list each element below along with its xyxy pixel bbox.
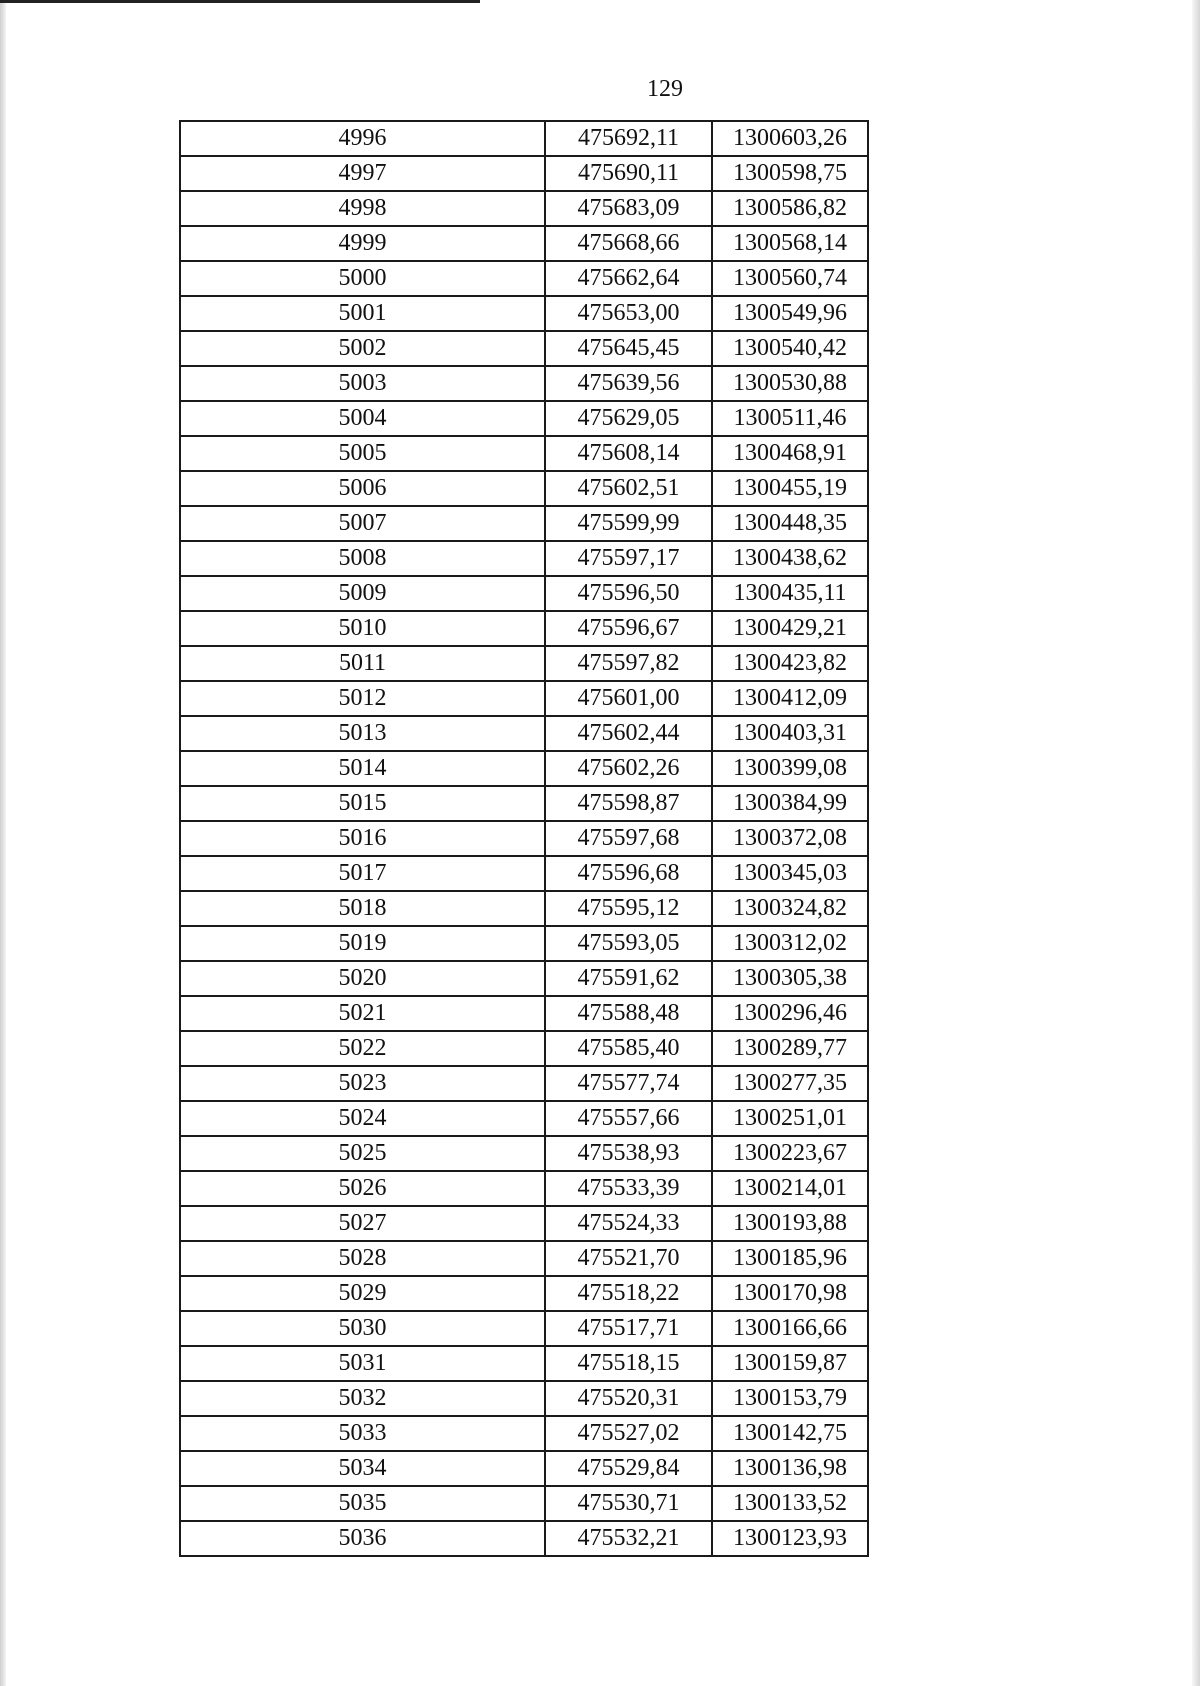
- x-coordinate-cell: 475524,33: [545, 1206, 712, 1241]
- table-row: [180, 401, 868, 436]
- table-row: [180, 1171, 868, 1206]
- table-row: [180, 1206, 868, 1241]
- point-number-cell: 5020: [180, 961, 545, 996]
- table-row: [180, 1066, 868, 1101]
- point-number-cell: 5008: [180, 541, 545, 576]
- point-number-cell: 5036: [180, 1521, 545, 1556]
- point-number-cell: 5032: [180, 1381, 545, 1416]
- table-row: [180, 226, 868, 261]
- x-coordinate-cell: 475588,48: [545, 996, 712, 1031]
- x-coordinate-cell: 475596,67: [545, 611, 712, 646]
- y-coordinate-cell: 1300586,82: [712, 191, 868, 226]
- x-coordinate-cell: 475596,68: [545, 856, 712, 891]
- x-coordinate-cell: 475692,11: [545, 121, 712, 156]
- table-row: [180, 541, 868, 576]
- point-number-cell: 5023: [180, 1066, 545, 1101]
- table-row: [180, 1381, 868, 1416]
- x-coordinate-cell: 475662,64: [545, 261, 712, 296]
- point-number-cell: 5016: [180, 821, 545, 856]
- table-row: [180, 366, 868, 401]
- coordinates-table-body: [180, 121, 868, 1556]
- table-row: [180, 681, 868, 716]
- x-coordinate-cell: 475639,56: [545, 366, 712, 401]
- point-number-cell: 5022: [180, 1031, 545, 1066]
- x-coordinate-cell: 475532,21: [545, 1521, 712, 1556]
- y-coordinate-cell: 1300438,62: [712, 541, 868, 576]
- y-coordinate-cell: 1300305,38: [712, 961, 868, 996]
- point-number-cell: 5026: [180, 1171, 545, 1206]
- table-row: [180, 1031, 868, 1066]
- y-coordinate-cell: 1300468,91: [712, 436, 868, 471]
- x-coordinate-cell: 475557,66: [545, 1101, 712, 1136]
- table-row: [180, 1241, 868, 1276]
- y-coordinate-cell: 1300170,98: [712, 1276, 868, 1311]
- x-coordinate-cell: 475645,45: [545, 331, 712, 366]
- y-coordinate-cell: 1300185,96: [712, 1241, 868, 1276]
- x-coordinate-cell: 475585,40: [545, 1031, 712, 1066]
- x-coordinate-cell: 475602,26: [545, 751, 712, 786]
- y-coordinate-cell: 1300142,75: [712, 1416, 868, 1451]
- x-coordinate-cell: 475601,00: [545, 681, 712, 716]
- y-coordinate-cell: 1300511,46: [712, 401, 868, 436]
- y-coordinate-cell: 1300153,79: [712, 1381, 868, 1416]
- point-number-cell: 5021: [180, 996, 545, 1031]
- y-coordinate-cell: 1300603,26: [712, 121, 868, 156]
- y-coordinate-cell: 1300296,46: [712, 996, 868, 1031]
- y-coordinate-cell: 1300372,08: [712, 821, 868, 856]
- y-coordinate-cell: 1300455,19: [712, 471, 868, 506]
- top-rule: [0, 0, 480, 3]
- y-coordinate-cell: 1300251,01: [712, 1101, 868, 1136]
- coordinates-table: [179, 120, 869, 1557]
- x-coordinate-cell: 475518,15: [545, 1346, 712, 1381]
- table-row: [180, 856, 868, 891]
- y-coordinate-cell: 1300166,66: [712, 1311, 868, 1346]
- point-number-cell: 5006: [180, 471, 545, 506]
- point-number-cell: 5035: [180, 1486, 545, 1521]
- point-number-cell: 5014: [180, 751, 545, 786]
- x-coordinate-cell: 475668,66: [545, 226, 712, 261]
- y-coordinate-cell: 1300435,11: [712, 576, 868, 611]
- point-number-cell: 5009: [180, 576, 545, 611]
- y-coordinate-cell: 1300423,82: [712, 646, 868, 681]
- table-row: [180, 331, 868, 366]
- table-row: [180, 1416, 868, 1451]
- point-number-cell: 5012: [180, 681, 545, 716]
- table-row: [180, 716, 868, 751]
- x-coordinate-cell: 475530,71: [545, 1486, 712, 1521]
- point-number-cell: 5011: [180, 646, 545, 681]
- y-coordinate-cell: 1300345,03: [712, 856, 868, 891]
- y-coordinate-cell: 1300324,82: [712, 891, 868, 926]
- table-row: [180, 996, 868, 1031]
- y-coordinate-cell: 1300540,42: [712, 331, 868, 366]
- y-coordinate-cell: 1300412,09: [712, 681, 868, 716]
- x-coordinate-cell: 475629,05: [545, 401, 712, 436]
- y-coordinate-cell: 1300399,08: [712, 751, 868, 786]
- table-row: [180, 506, 868, 541]
- y-coordinate-cell: 1300384,99: [712, 786, 868, 821]
- y-coordinate-cell: 1300289,77: [712, 1031, 868, 1066]
- x-coordinate-cell: 475653,00: [545, 296, 712, 331]
- y-coordinate-cell: 1300429,21: [712, 611, 868, 646]
- point-number-cell: 4997: [180, 156, 545, 191]
- scan-right-edge: [1192, 0, 1200, 1686]
- y-coordinate-cell: 1300223,67: [712, 1136, 868, 1171]
- point-number-cell: 5033: [180, 1416, 545, 1451]
- x-coordinate-cell: 475517,71: [545, 1311, 712, 1346]
- page-number: 129: [647, 76, 683, 102]
- point-number-cell: 5029: [180, 1276, 545, 1311]
- y-coordinate-cell: 1300193,88: [712, 1206, 868, 1241]
- table-row: [180, 1101, 868, 1136]
- y-coordinate-cell: 1300549,96: [712, 296, 868, 331]
- table-row: [180, 1486, 868, 1521]
- y-coordinate-cell: 1300133,52: [712, 1486, 868, 1521]
- table-row: [180, 296, 868, 331]
- table-row: [180, 751, 868, 786]
- table-row: [180, 821, 868, 856]
- point-number-cell: 5018: [180, 891, 545, 926]
- table-row: [180, 1136, 868, 1171]
- point-number-cell: 5003: [180, 366, 545, 401]
- point-number-cell: 5005: [180, 436, 545, 471]
- table-row: [180, 646, 868, 681]
- point-number-cell: 5001: [180, 296, 545, 331]
- point-number-cell: 5024: [180, 1101, 545, 1136]
- point-number-cell: 5028: [180, 1241, 545, 1276]
- table-row: [180, 471, 868, 506]
- x-coordinate-cell: 475520,31: [545, 1381, 712, 1416]
- x-coordinate-cell: 475577,74: [545, 1066, 712, 1101]
- y-coordinate-cell: 1300530,88: [712, 366, 868, 401]
- point-number-cell: 5007: [180, 506, 545, 541]
- x-coordinate-cell: 475602,51: [545, 471, 712, 506]
- point-number-cell: 5019: [180, 926, 545, 961]
- table-row: [180, 191, 868, 226]
- x-coordinate-cell: 475599,99: [545, 506, 712, 541]
- x-coordinate-cell: 475533,39: [545, 1171, 712, 1206]
- point-number-cell: 5002: [180, 331, 545, 366]
- y-coordinate-cell: 1300403,31: [712, 716, 868, 751]
- table-row: [180, 121, 868, 156]
- y-coordinate-cell: 1300448,35: [712, 506, 868, 541]
- y-coordinate-cell: 1300123,93: [712, 1521, 868, 1556]
- table-row: [180, 1451, 868, 1486]
- x-coordinate-cell: 475602,44: [545, 716, 712, 751]
- table-row: [180, 576, 868, 611]
- y-coordinate-cell: 1300277,35: [712, 1066, 868, 1101]
- point-number-cell: 5025: [180, 1136, 545, 1171]
- point-number-cell: 5000: [180, 261, 545, 296]
- table-row: [180, 436, 868, 471]
- x-coordinate-cell: 475683,09: [545, 191, 712, 226]
- x-coordinate-cell: 475521,70: [545, 1241, 712, 1276]
- x-coordinate-cell: 475593,05: [545, 926, 712, 961]
- table-row: [180, 961, 868, 996]
- table-row: [180, 786, 868, 821]
- x-coordinate-cell: 475518,22: [545, 1276, 712, 1311]
- point-number-cell: 5027: [180, 1206, 545, 1241]
- table-row: [180, 891, 868, 926]
- table-row: [180, 1276, 868, 1311]
- point-number-cell: 5030: [180, 1311, 545, 1346]
- x-coordinate-cell: 475597,17: [545, 541, 712, 576]
- y-coordinate-cell: 1300598,75: [712, 156, 868, 191]
- y-coordinate-cell: 1300159,87: [712, 1346, 868, 1381]
- point-number-cell: 4996: [180, 121, 545, 156]
- x-coordinate-cell: 475608,14: [545, 436, 712, 471]
- table-row: [180, 926, 868, 961]
- point-number-cell: 5017: [180, 856, 545, 891]
- point-number-cell: 5013: [180, 716, 545, 751]
- y-coordinate-cell: 1300560,74: [712, 261, 868, 296]
- x-coordinate-cell: 475597,82: [545, 646, 712, 681]
- point-number-cell: 4999: [180, 226, 545, 261]
- y-coordinate-cell: 1300136,98: [712, 1451, 868, 1486]
- y-coordinate-cell: 1300312,02: [712, 926, 868, 961]
- y-coordinate-cell: 1300214,01: [712, 1171, 868, 1206]
- table-row: [180, 1346, 868, 1381]
- table-row: [180, 1521, 868, 1556]
- y-coordinate-cell: 1300568,14: [712, 226, 868, 261]
- x-coordinate-cell: 475595,12: [545, 891, 712, 926]
- table-row: [180, 261, 868, 296]
- table-row: [180, 1311, 868, 1346]
- x-coordinate-cell: 475529,84: [545, 1451, 712, 1486]
- point-number-cell: 4998: [180, 191, 545, 226]
- point-number-cell: 5031: [180, 1346, 545, 1381]
- x-coordinate-cell: 475527,02: [545, 1416, 712, 1451]
- table-row: [180, 156, 868, 191]
- table-row: [180, 611, 868, 646]
- x-coordinate-cell: 475598,87: [545, 786, 712, 821]
- point-number-cell: 5015: [180, 786, 545, 821]
- point-number-cell: 5010: [180, 611, 545, 646]
- x-coordinate-cell: 475690,11: [545, 156, 712, 191]
- x-coordinate-cell: 475591,62: [545, 961, 712, 996]
- point-number-cell: 5004: [180, 401, 545, 436]
- x-coordinate-cell: 475597,68: [545, 821, 712, 856]
- x-coordinate-cell: 475538,93: [545, 1136, 712, 1171]
- scan-left-edge: [0, 0, 6, 1686]
- point-number-cell: 5034: [180, 1451, 545, 1486]
- x-coordinate-cell: 475596,50: [545, 576, 712, 611]
